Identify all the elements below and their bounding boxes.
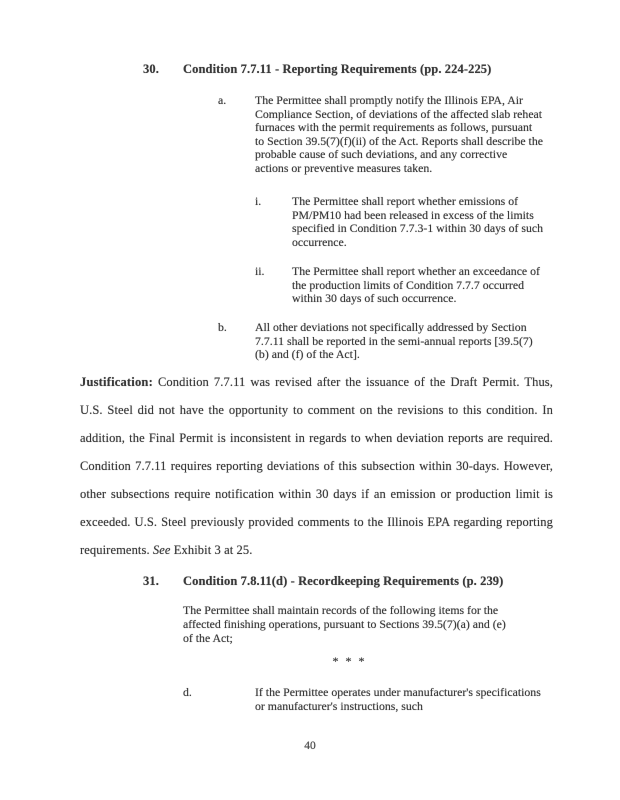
list-item-i-text: The Permittee shall report whether emissions of PM/PM10 had been released in excess of the limits specified in Condition 7.7.3-1 within 30 days of such occurrence. (292, 194, 543, 249)
justification-citation-rest: Exhibit 3 at 25. (170, 543, 253, 557)
justification-label: Justification: (80, 375, 153, 389)
section-30-title: Condition 7.7.11 - Reporting Requirements (pp. 224-225) (183, 62, 492, 76)
page-number: 40 (304, 740, 316, 752)
list-item-a-text: The Permittee shall promptly notify the Illinois EPA, Air Compliance Section, of deviations of the affected slab reheat furnaces with the permit requirements as follows, pursuant to Section 39.5(7)(f)(ii) of the Act. Reports shall describe the probable cause of such deviations, and any corrective actions or preventive measures taken. (255, 93, 543, 175)
list-item-ii-marker: ii. (255, 264, 265, 278)
justification-body: Condition 7.7.11 was revised after the issuance of the Draft Permit. Thus, U.S. Steel did not have the opportunity to comment on the revisions to this condition. In addition, the Final Permit is inconsistent in regards to when deviation reports are required. Condition 7.7.11 requires reporting deviations of this subsection within 30-days. However, other subsections require notification within 30 days if an emission or production limit is exceeded. U.S. Steel previously provided comments to the Illinois EPA regarding reporting requirements. (80, 375, 553, 557)
list-item-d (183, 686, 546, 713)
list-item-b-marker: b. (218, 320, 227, 334)
list-item-a (218, 94, 543, 175)
list-item-ii (255, 265, 543, 306)
list-item-i (255, 195, 543, 249)
list-item-b (218, 321, 543, 362)
section-30-heading (143, 62, 563, 76)
asterisk-separator: * * * (332, 654, 367, 668)
list-item-b-text: All other deviations not specifically addressed by Section 7.7.11 shall be reported in the semi-annual reports [39.5(7)(b) and (f) of the Act]. (255, 320, 533, 361)
list-item-i-marker: i. (255, 194, 262, 208)
list-item-d-marker: d. (183, 685, 192, 699)
section-31-title: Condition 7.8.11(d) - Recordkeeping Requirements (p. 239) (183, 574, 504, 588)
section-31-number: 31. (143, 574, 159, 588)
list-item-ii-text: The Permittee shall report whether an exceedance of the production limits of Condition 7.7.7 occurred within 30 days of such occurrence. (292, 264, 540, 305)
justification-paragraph (80, 368, 553, 564)
justification-citation-see: See (152, 543, 171, 557)
section-30-number: 30. (143, 62, 159, 76)
section-31-intro: The Permittee shall maintain records of the following items for the affected finishing operations, pursuant to Sections 39.5(7)(a) and (e) of the Act; (183, 603, 506, 645)
list-item-d-text: If the Permittee operates under manufacturer's specifications or manufacturer's instructions, such (255, 685, 541, 713)
list-item-a-marker: a. (218, 93, 227, 107)
section-31-heading (143, 574, 563, 588)
